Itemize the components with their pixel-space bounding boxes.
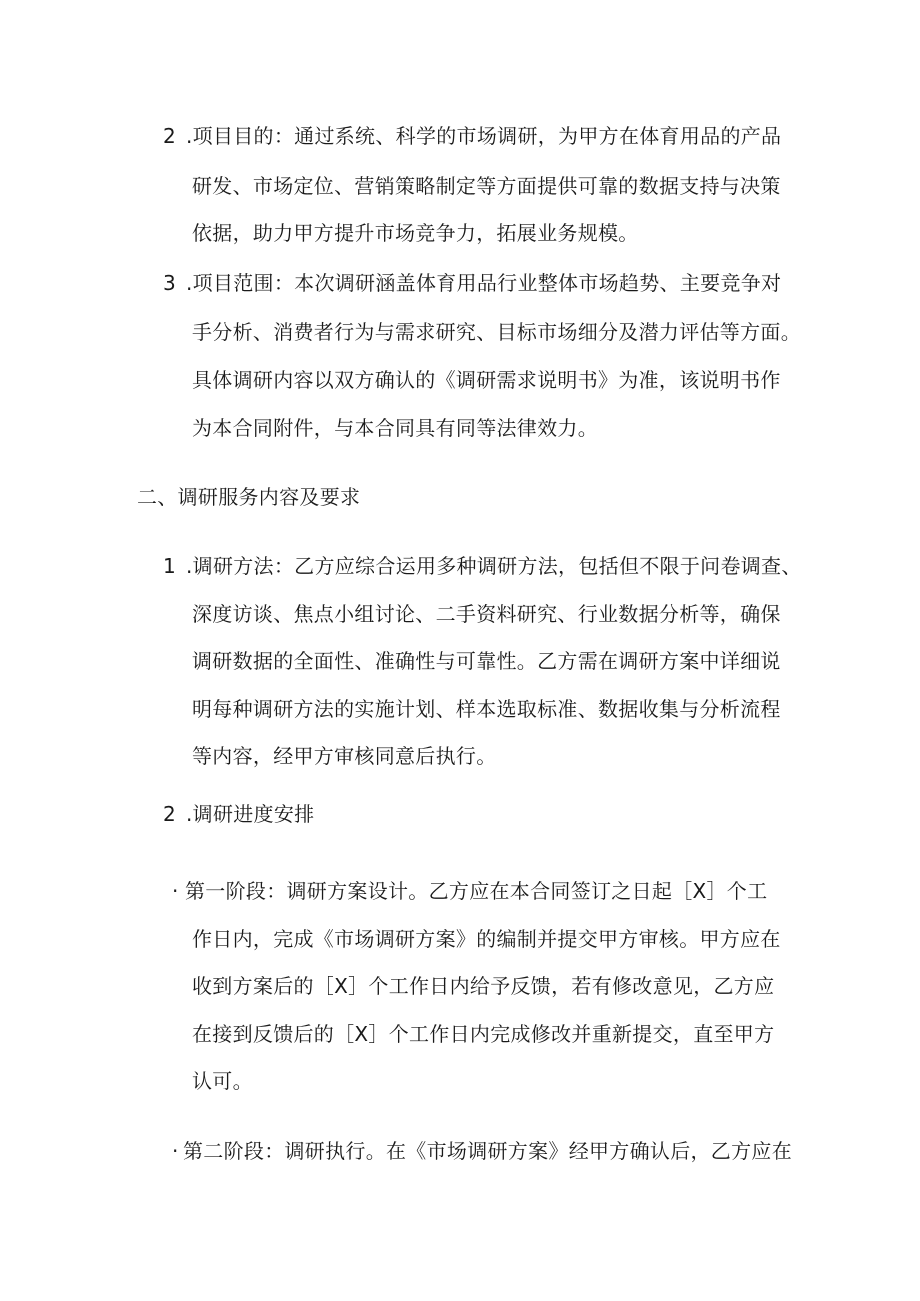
paragraph-line: 在接到反馈后的［X］个工作日内完成修改并重新提交，直至甲方 [192, 1022, 775, 1046]
paragraph-line: 为本合同附件，与本合同具有同等法律效力。 [192, 416, 598, 440]
paragraph-line: 具体调研内容以双方确认的《调研需求说明书》为准，该说明书作 [192, 368, 781, 392]
paragraph-line: 明每种调研方法的实施计划、样本选取标准、数据收集与分析流程 [192, 697, 781, 721]
item-number: 1 [163, 554, 176, 578]
item-number: 2 [163, 802, 176, 826]
paragraph-line: .项目目的：通过系统、科学的市场调研，为甲方在体育用品的产品 [186, 124, 782, 148]
paragraph-line: 第二阶段：调研执行。在《市场调研方案》经甲方确认后，乙方应在 [183, 1139, 792, 1163]
paragraph-line: 依据，助力甲方提升市场竞争力，拓展业务规模。 [192, 221, 639, 245]
bullet: · [172, 879, 179, 903]
paragraph-line: 作日内，完成《市场调研方案》的编制并提交甲方审核。甲方应在 [192, 927, 781, 951]
paragraph-line: 等内容，经甲方审核同意后执行。 [192, 744, 497, 768]
paragraph-line: 深度访谈、焦点小组讨论、二手资料研究、行业数据分析等，确保 [192, 602, 781, 626]
section-heading: 二、调研服务内容及要求 [137, 485, 361, 509]
paragraph-line: 认可。 [192, 1069, 253, 1093]
item-title: .调研进度安排 [186, 802, 315, 826]
bullet: · [172, 1139, 179, 1163]
item-number: 3 [163, 271, 176, 295]
paragraph-line: 调研数据的全面性、准确性与可靠性。乙方需在调研方案中详细说 [192, 649, 781, 673]
paragraph-line: 手分析、消费者行为与需求研究、目标市场细分及潜力评估等方面。 [192, 320, 801, 344]
item-number: 2 [163, 124, 176, 148]
paragraph-line: 收到方案后的［X］个工作日内给予反馈，若有修改意见，乙方应 [192, 974, 775, 998]
paragraph-line: .调研方法：乙方应综合运用多种调研方法，包括但不限于问卷调查、 [186, 554, 802, 578]
paragraph-line: .项目范围：本次调研涵盖体育用品行业整体市场趋势、主要竞争对 [186, 271, 782, 295]
paragraph-line: 研发、市场定位、营销策略制定等方面提供可靠的数据支持与决策 [192, 174, 781, 198]
paragraph-line: 第一阶段：调研方案设计。乙方应在本合同签订之日起［X］个工 [185, 879, 768, 903]
